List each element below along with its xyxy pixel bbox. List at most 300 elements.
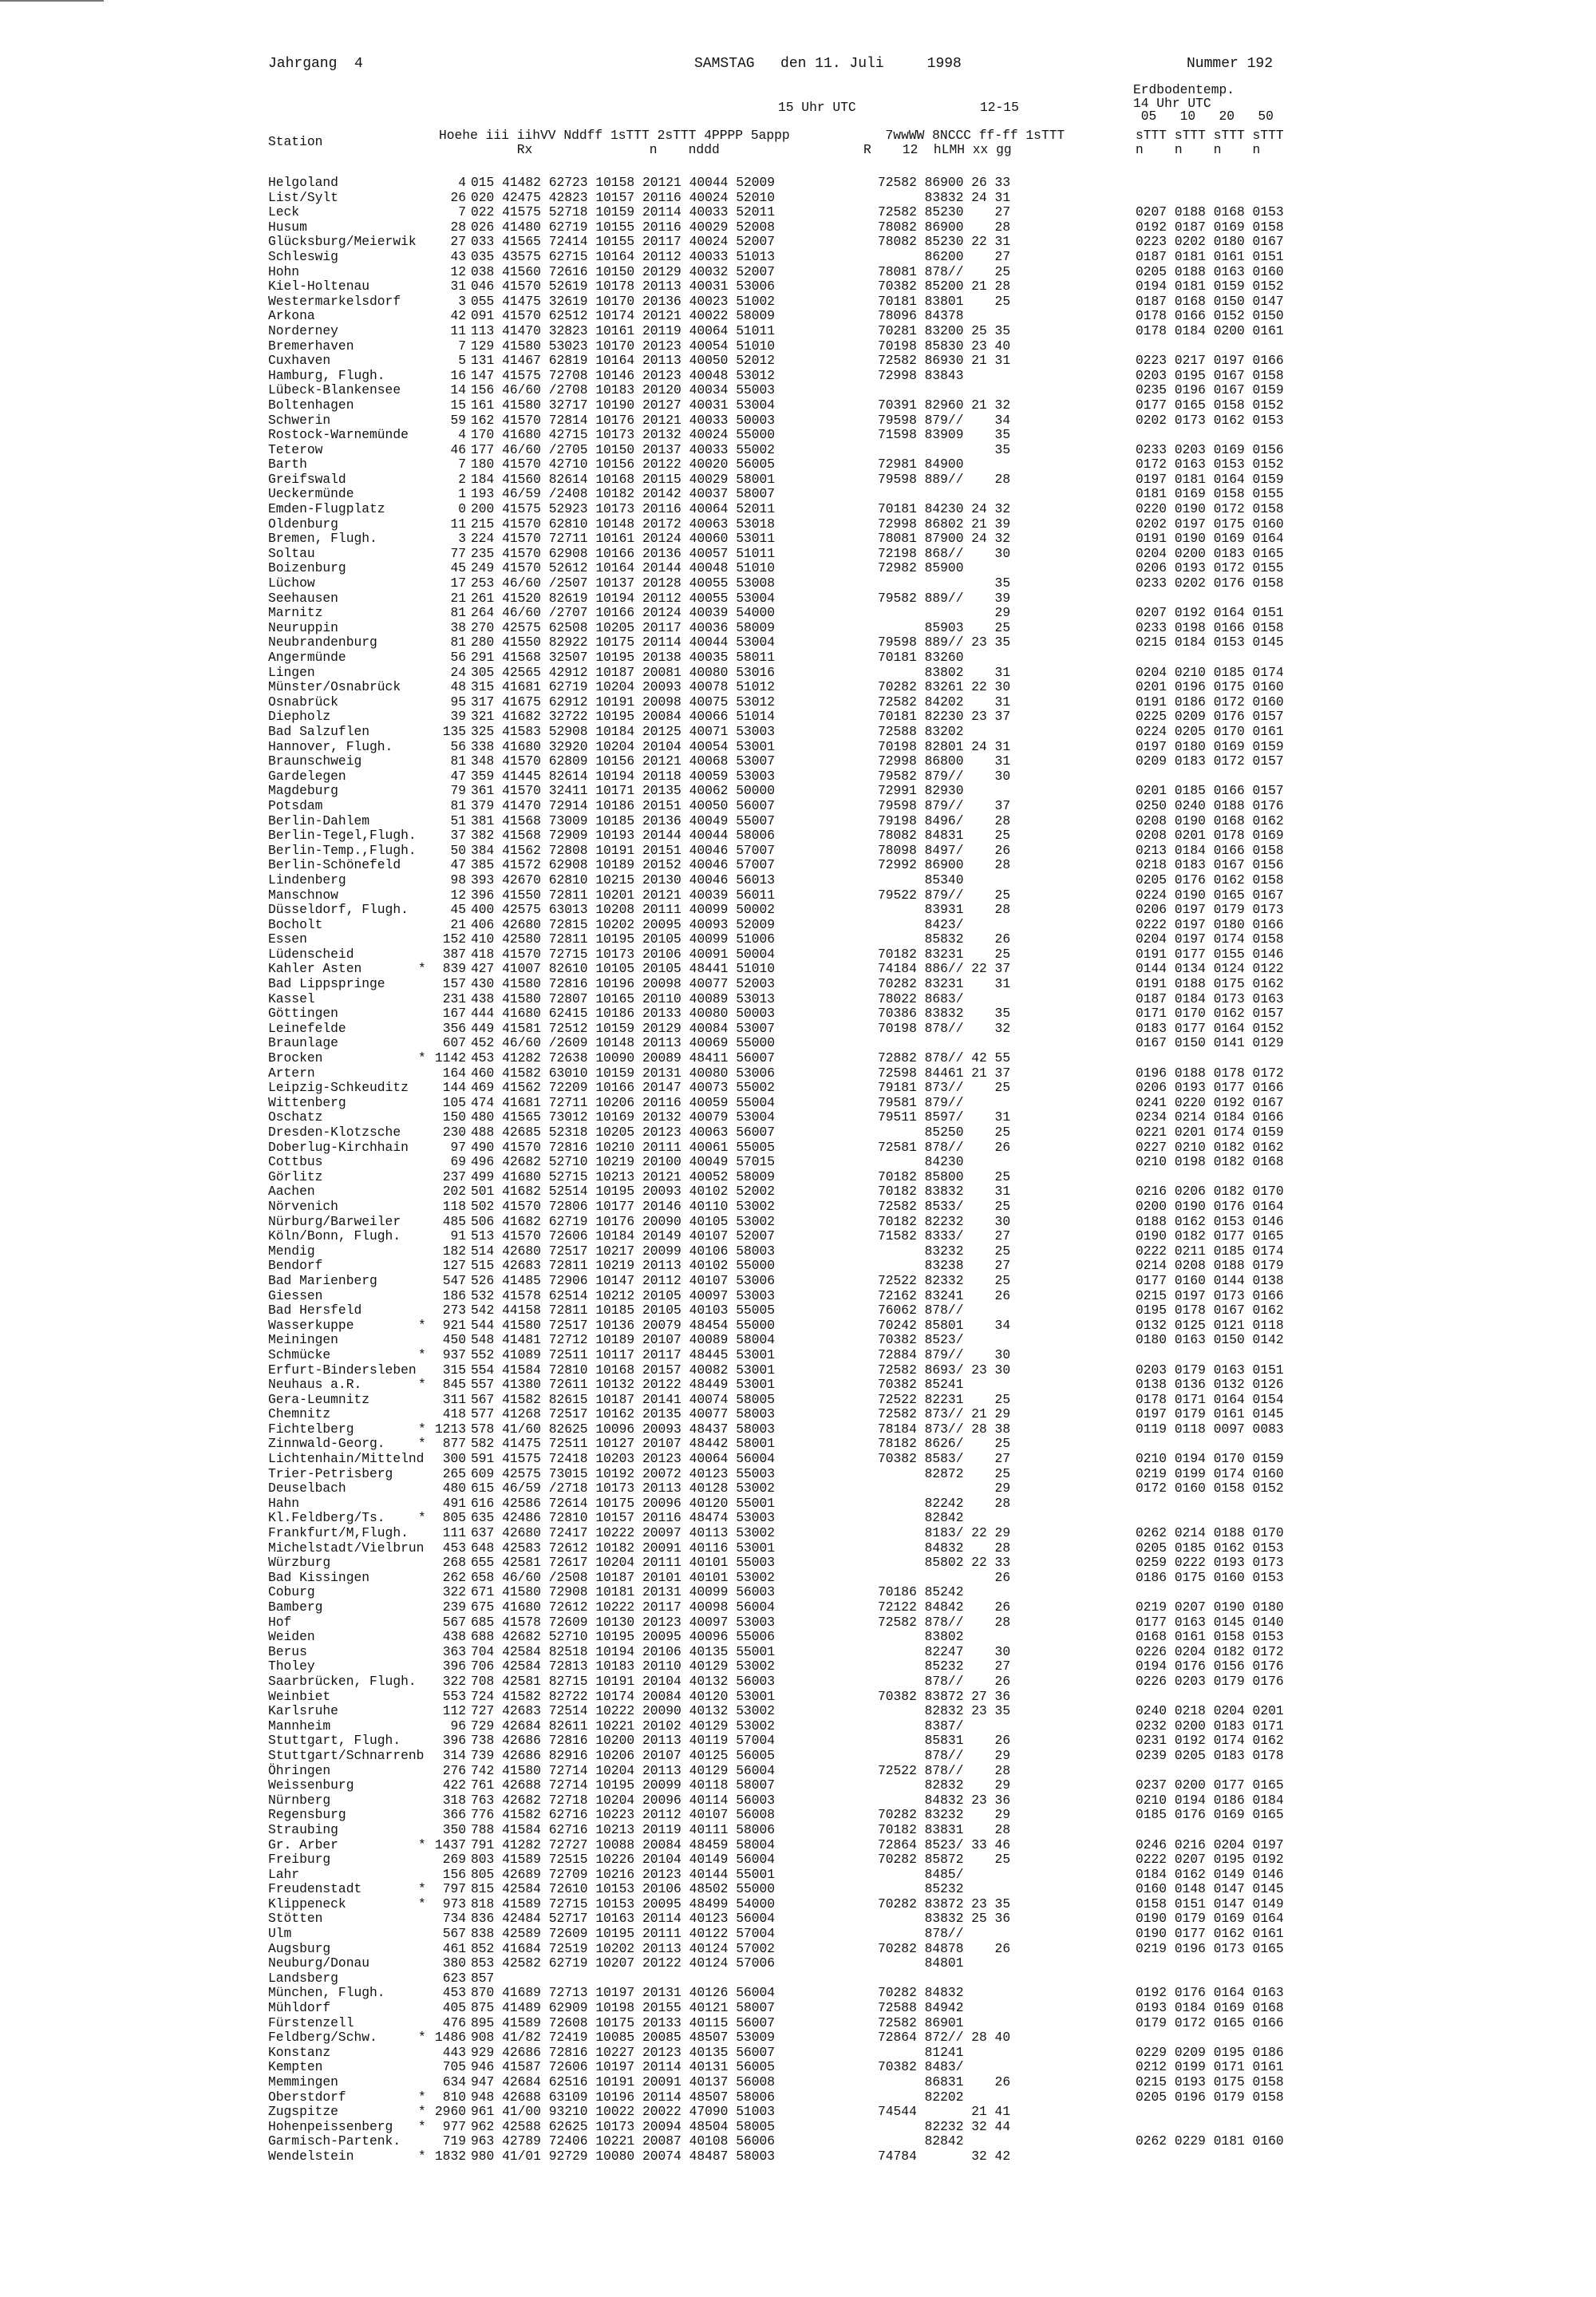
soil-temperatures: 0220 0190 0172 0158 <box>1136 501 1284 517</box>
station-height: 1832 <box>434 2148 466 2164</box>
station-name: Seehausen <box>268 590 338 606</box>
synop-secondary-group: 85232 <box>878 1881 964 1897</box>
synop-main-group: 348 41570 62809 10156 20121 40068 53007 <box>471 753 776 769</box>
soil-temperatures: 0180 0163 0150 0142 <box>1136 1332 1284 1348</box>
station-name: Münster/Osnabrück <box>268 679 401 695</box>
synop-main-group: 270 42575 62508 10205 20117 40036 58009 <box>471 619 776 635</box>
soil-temperatures: 0203 0179 0163 0151 <box>1136 1362 1284 1378</box>
soil-temperatures: 0225 0209 0176 0157 <box>1136 709 1284 725</box>
soil-temperatures: 0119 0118 0097 0083 <box>1136 1421 1284 1437</box>
synop-main-group: 438 41580 72807 10165 20110 40089 53013 <box>471 990 776 1006</box>
station-name: Angermünde <box>268 650 346 665</box>
synop-main-group: 544 41580 72517 10136 20079 48454 55000 <box>471 1317 776 1333</box>
synop-main-group: 895 41589 72608 10175 20133 40115 56007 <box>471 2014 776 2030</box>
station-height: 845 <box>442 1377 466 1393</box>
station-height: 42 <box>450 308 466 324</box>
station-height: 105 <box>442 1094 466 1110</box>
synop-secondary-group: 72522 878// 28 <box>878 1762 1011 1778</box>
station-height: 810 <box>442 2089 466 2105</box>
synop-secondary-group: 70282 83231 31 <box>878 976 1011 992</box>
synop-secondary-group: 82832 23 35 <box>878 1703 1011 1719</box>
soil-temperatures: 0206 0197 0179 0173 <box>1136 902 1284 918</box>
soil-temperatures: 0195 0178 0167 0162 <box>1136 1303 1284 1319</box>
soil-temperatures: 0168 0161 0158 0153 <box>1136 1629 1284 1645</box>
synop-secondary-group: 72598 84461 21 37 <box>878 1065 1011 1081</box>
soil-temperatures: 0240 0218 0204 0201 <box>1136 1703 1284 1719</box>
soil-temperatures: 0222 0211 0185 0174 <box>1136 1243 1284 1259</box>
soil-temperatures: 0203 0195 0167 0158 <box>1136 367 1284 383</box>
synop-main-group: 635 42486 72810 10157 20116 48474 53003 <box>471 1510 776 1526</box>
station-name: Wittenberg <box>268 1094 346 1110</box>
soil-temperatures: 0197 0180 0169 0159 <box>1136 738 1284 754</box>
mountain-marker: * <box>418 1836 426 1852</box>
synop-main-group: 609 42575 73015 10192 20072 40123 55003 <box>471 1465 776 1481</box>
synop-main-group: 738 42686 72816 10200 20113 40119 57004 <box>471 1733 776 1749</box>
synop-main-group: 474 41681 72711 10206 20116 40059 55004 <box>471 1094 776 1110</box>
synop-secondary-group: 70382 8523/ <box>878 1332 964 1348</box>
synop-main-group: 557 41380 72611 10132 20122 48449 53001 <box>471 1377 776 1393</box>
synop-secondary-group: 70282 83872 23 35 <box>878 1896 1011 1912</box>
station-name: Glücksburg/Meierwik <box>268 234 417 250</box>
station-height: 15 <box>450 397 466 413</box>
station-name: Manschnow <box>268 887 338 903</box>
station-name: Bad Lippspringe <box>268 976 385 992</box>
synop-secondary-group: 29 <box>878 605 1011 621</box>
synop-main-group: 515 42683 72811 10219 20113 40102 55000 <box>471 1258 776 1274</box>
station-height: 567 <box>442 1614 466 1630</box>
station-name: Husum <box>268 219 307 235</box>
synop-main-group: 708 42581 82715 10191 20104 40132 56003 <box>471 1673 776 1689</box>
station-height: 31 <box>450 279 466 295</box>
mountain-marker: * <box>418 1050 426 1066</box>
station-name: Oldenburg <box>268 516 338 532</box>
station-height: 977 <box>442 2118 466 2134</box>
synop-secondary-group: 70282 84878 26 <box>878 1940 1011 1956</box>
synop-secondary-group: 79598 889// 28 <box>878 471 1011 487</box>
station-name: Görlitz <box>268 1168 323 1184</box>
station-height: 356 <box>442 1020 466 1036</box>
station-name: Fürstenzell <box>268 2014 354 2030</box>
mountain-marker: * <box>418 1346 426 1362</box>
synop-main-group: 499 41680 52715 10213 20121 40052 58009 <box>471 1168 776 1184</box>
synop-secondary-group: 83238 27 <box>878 1258 1011 1274</box>
station-height: 47 <box>450 768 466 784</box>
synop-secondary-group: 72582 86930 21 31 <box>878 353 1011 369</box>
soil-temperatures: 0241 0220 0192 0167 <box>1136 1094 1284 1110</box>
station-height: 805 <box>442 1510 466 1526</box>
station-height: 921 <box>442 1317 466 1333</box>
station-height: 7 <box>458 457 466 472</box>
soil-temperatures: 0235 0196 0167 0159 <box>1136 382 1284 398</box>
synop-main-group: 805 42689 72709 10216 20123 40144 55001 <box>471 1866 776 1882</box>
station-name: Barth <box>268 457 307 472</box>
synop-secondary-group: 78081 878// 25 <box>878 263 1011 279</box>
station-height: 461 <box>442 1940 466 1956</box>
station-height: 164 <box>442 1065 466 1081</box>
station-name: Freudenstadt <box>268 1881 362 1897</box>
mountain-marker: * <box>418 1881 426 1897</box>
station-name: Berlin-Tegel,Flugh. <box>268 828 417 844</box>
station-height: 797 <box>442 1881 466 1897</box>
synop-secondary-group: 72982 85900 <box>878 560 964 576</box>
soil-temperatures: 0160 0148 0147 0145 <box>1136 1881 1284 1897</box>
synop-secondary-group: 70182 85800 25 <box>878 1168 1011 1184</box>
synop-secondary-group: 79198 8496/ 28 <box>878 812 1011 828</box>
station-name: Hamburg, Flugh. <box>268 367 385 383</box>
station-name: Memmingen <box>268 2074 338 2089</box>
station-name: Würzburg <box>268 1555 331 1571</box>
soil-temperatures: 0187 0168 0150 0147 <box>1136 293 1284 309</box>
station-name: Lingen <box>268 664 315 680</box>
station-name: Doberlug-Kirchhain <box>268 1139 409 1155</box>
station-height: 182 <box>442 1243 466 1259</box>
station-height: 396 <box>442 1659 466 1674</box>
station-name: Berlin-Schönefeld <box>268 857 401 873</box>
synop-main-group: 761 42688 72714 10195 20099 40118 58007 <box>471 1777 776 1793</box>
soil-temperatures: 0186 0175 0160 0153 <box>1136 1569 1284 1585</box>
station-height: 276 <box>442 1762 466 1778</box>
synop-secondary-group: 72864 872// 28 40 <box>878 2030 1011 2046</box>
station-name: Neuhaus a.R. <box>268 1377 362 1393</box>
station-height: 380 <box>442 1955 466 1971</box>
synop-main-group: 838 42589 72609 10195 20111 40122 57004 <box>471 1926 776 1942</box>
station-name: Bad Salzuflen <box>268 723 370 739</box>
station-name: Leck <box>268 204 300 220</box>
synop-secondary-group: 70182 82232 30 <box>878 1213 1011 1229</box>
soil-temperatures: 0190 0182 0177 0165 <box>1136 1228 1284 1244</box>
mountain-marker: * <box>418 961 426 977</box>
soil-temperatures: 0205 0188 0163 0160 <box>1136 263 1284 279</box>
synop-main-group: 317 41675 62912 10191 20098 40075 53012 <box>471 694 776 710</box>
soil-temperatures: 0201 0185 0166 0157 <box>1136 783 1284 799</box>
station-name: Marnitz <box>268 605 323 621</box>
station-height: 56 <box>450 650 466 665</box>
synop-main-group: 946 41587 72606 10197 20114 40131 56005 <box>471 2059 776 2075</box>
synop-secondary-group: 70198 82801 24 31 <box>878 738 1011 754</box>
synop-main-group: 582 41475 72511 10127 20107 48442 58001 <box>471 1436 776 1452</box>
soil-temperatures: 0233 0198 0166 0158 <box>1136 619 1284 635</box>
synop-secondary-group: 71582 8333/ 27 <box>878 1228 1011 1244</box>
synop-main-group: 261 41520 82619 10194 20112 40055 53004 <box>471 590 776 606</box>
soil-temperatures: 0206 0193 0172 0155 <box>1136 560 1284 576</box>
synop-secondary-group: 79582 879// 30 <box>878 768 1011 784</box>
soil-temperatures: 0219 0196 0173 0165 <box>1136 1940 1284 1956</box>
station-height: 38 <box>450 619 466 635</box>
station-height: 480 <box>442 1481 466 1496</box>
synop-secondary-group: 72864 8523/ 33 46 <box>878 1836 1011 1852</box>
synop-main-group: 427 41007 82610 10105 20105 48441 51010 <box>471 961 776 977</box>
station-name: Bamberg <box>268 1599 323 1615</box>
station-height: 4 <box>458 427 466 443</box>
synop-main-group: 381 41568 73009 10185 20136 40049 55007 <box>471 812 776 828</box>
soil-temperatures: 0227 0210 0182 0162 <box>1136 1139 1284 1155</box>
station-name: Schwerin <box>268 412 331 428</box>
synop-secondary-group: 79581 879// <box>878 1094 964 1110</box>
synop-main-group: 393 42670 62810 10215 20130 40046 56013 <box>471 872 776 888</box>
station-height: 231 <box>442 990 466 1006</box>
station-name: Weiden <box>268 1629 315 1645</box>
synop-secondary-group: 76062 878// <box>878 1303 964 1319</box>
station-height: 366 <box>442 1807 466 1823</box>
synop-main-group: 162 41570 72814 10176 20121 40033 50003 <box>471 412 776 428</box>
synop-secondary-group: 8423/ <box>878 916 964 932</box>
synop-main-group: 385 41572 62908 10189 20152 40046 57007 <box>471 857 776 873</box>
synop-secondary-group: 82242 28 <box>878 1495 1011 1511</box>
station-height: 11 <box>450 322 466 338</box>
soil-temperatures: 0222 0197 0180 0166 <box>1136 916 1284 932</box>
station-name: Bendorf <box>268 1258 323 1274</box>
station-height: 1437 <box>434 1836 466 1852</box>
soil-temperatures: 0208 0190 0168 0162 <box>1136 812 1284 828</box>
soil-temperatures: 0171 0170 0162 0157 <box>1136 1006 1284 1022</box>
station-height: 118 <box>442 1198 466 1214</box>
station-height: 202 <box>442 1184 466 1200</box>
soil-temperatures: 0226 0203 0179 0176 <box>1136 1673 1284 1689</box>
synop-main-group: 406 42680 72815 10202 20095 40093 52009 <box>471 916 776 932</box>
synop-main-group: 235 41570 62908 10166 20136 40057 51011 <box>471 545 776 561</box>
soil-temperatures: 0178 0166 0152 0150 <box>1136 308 1284 324</box>
synop-main-group: 046 41570 52619 10178 20113 40031 53006 <box>471 279 776 295</box>
synop-main-group: 947 42684 62516 10191 20091 40137 56008 <box>471 2074 776 2089</box>
station-name: Boizenburg <box>268 560 346 576</box>
station-name: Norderney <box>268 322 338 338</box>
station-name: Düsseldorf, Flugh. <box>268 902 409 918</box>
synop-main-group: 548 41481 72712 10189 20107 40089 58004 <box>471 1332 776 1348</box>
station-name: Boltenhagen <box>268 397 354 413</box>
synop-main-group: 382 41568 72909 10193 20144 40044 58006 <box>471 828 776 844</box>
station-name: Trier-Petrisberg <box>268 1465 393 1481</box>
soil-temperatures: 0224 0205 0170 0161 <box>1136 723 1284 739</box>
station-name: Hof <box>268 1614 292 1630</box>
station-height: 111 <box>442 1525 466 1541</box>
station-name: Cottbus <box>268 1154 323 1170</box>
station-height: 81 <box>450 635 466 650</box>
station-name: Kiel-Holtenau <box>268 279 370 295</box>
station-name: Magdeburg <box>268 783 338 799</box>
synop-secondary-group: 82832 29 <box>878 1777 1011 1793</box>
synop-secondary-group: 85340 <box>878 872 964 888</box>
station-height: 81 <box>450 753 466 769</box>
station-name: Garmisch-Partenk. <box>268 2133 401 2149</box>
station-height: 79 <box>450 783 466 799</box>
synop-secondary-group: 70391 82960 21 32 <box>878 397 1011 413</box>
station-height: 634 <box>442 2074 466 2089</box>
synop-secondary-group: 81241 <box>878 2044 964 2060</box>
synop-secondary-group: 70181 84230 24 32 <box>878 501 1011 517</box>
synop-secondary-group: 70182 83832 31 <box>878 1184 1011 1200</box>
synop-main-group: 453 41282 72638 10090 20089 48411 56007 <box>471 1050 776 1066</box>
soil-temperatures: 0183 0177 0164 0152 <box>1136 1020 1284 1036</box>
soil-temperatures: 0191 0190 0169 0164 <box>1136 531 1284 547</box>
synop-main-group: 853 42582 62719 10207 20122 40124 57006 <box>471 1955 776 1971</box>
soil-temperatures: 0216 0206 0182 0170 <box>1136 1184 1284 1200</box>
soil-temperatures: 0250 0240 0188 0176 <box>1136 797 1284 813</box>
station-height: 26 <box>450 189 466 205</box>
synop-main-group: 184 41560 82614 10168 20115 40029 58001 <box>471 471 776 487</box>
synop-secondary-group: 72522 82231 25 <box>878 1391 1011 1407</box>
synop-main-group: 055 41475 32619 10170 20136 40023 51002 <box>471 293 776 309</box>
station-name: Essen <box>268 931 307 947</box>
station-height: 144 <box>442 1080 466 1096</box>
soil-temperatures: 0246 0216 0204 0197 <box>1136 1836 1284 1852</box>
soil-temperatures: 0205 0196 0179 0158 <box>1136 2089 1284 2105</box>
station-height: 98 <box>450 872 466 888</box>
synop-secondary-group: 878// <box>878 1926 964 1942</box>
synop-main-group: 727 42683 72514 10222 20090 40132 53002 <box>471 1703 776 1719</box>
synop-secondary-group: 78184 873// 28 38 <box>878 1421 1011 1437</box>
synop-main-group: 616 42586 72614 10175 20096 40120 55001 <box>471 1495 776 1511</box>
synop-main-group: 460 41582 63010 10159 20131 40080 53006 <box>471 1065 776 1081</box>
synop-main-group: 321 41682 32722 10195 20084 40066 51014 <box>471 709 776 725</box>
synop-main-group: 742 41580 72714 10204 20113 40129 56004 <box>471 1762 776 1778</box>
station-name: Zugspitze <box>268 2104 338 2120</box>
station-name: Helgoland <box>268 175 338 190</box>
soil-temperatures: 0190 0177 0162 0161 <box>1136 1926 1284 1942</box>
soil-temperatures: 0192 0176 0164 0163 <box>1136 1985 1284 2001</box>
synop-main-group: 113 41470 32823 10161 20119 40064 51011 <box>471 322 776 338</box>
secondary-group-subheader: R 12 hLMH xx gg <box>863 142 1012 157</box>
synop-main-group: 129 41580 53023 10170 20123 40054 51010 <box>471 338 776 354</box>
synop-secondary-group: 8183/ 22 29 <box>878 1525 1011 1541</box>
synop-secondary-group: 78182 8626/ 25 <box>878 1436 1011 1452</box>
station-height: 273 <box>442 1303 466 1319</box>
synop-main-group: 410 42580 72811 10195 20105 40099 51006 <box>471 931 776 947</box>
synop-main-group: 706 42584 72813 10183 20110 40129 53002 <box>471 1659 776 1674</box>
station-name: Greifswald <box>268 471 346 487</box>
station-height: 1213 <box>434 1421 466 1437</box>
station-name: Tholey <box>268 1659 315 1674</box>
mountain-marker: * <box>418 1436 426 1452</box>
station-name: Nürburg/Barweiler <box>268 1213 401 1229</box>
synop-secondary-group: 83832 25 36 <box>878 1911 1011 1927</box>
station-header: Station <box>268 134 323 149</box>
soil-temperatures: 0204 0210 0185 0174 <box>1136 664 1284 680</box>
station-name: Oschatz <box>268 1109 323 1125</box>
synop-main-group: 554 41584 72810 10168 20157 40082 53001 <box>471 1362 776 1378</box>
synop-main-group: 170 41680 42715 10173 20132 40024 55000 <box>471 427 776 443</box>
synop-main-group: 815 42584 72610 10153 20106 48502 55000 <box>471 1881 776 1897</box>
synop-secondary-group: 72998 86802 21 39 <box>878 516 1011 532</box>
synop-secondary-group: 85232 27 <box>878 1659 1011 1674</box>
main-group-header: Hoehe iii iihVV Nddff 1sTTT 2sTTT 4PPPP 5appp <box>439 128 790 143</box>
synop-main-group: 325 41583 52908 10184 20125 40071 53003 <box>471 723 776 739</box>
synop-main-group: 513 41570 72606 10184 20149 40107 52007 <box>471 1228 776 1244</box>
station-name: Mühldorf <box>268 2000 331 2016</box>
synop-main-group: 015 41482 62723 10158 20121 40044 52009 <box>471 175 776 190</box>
station-name: Landsberg <box>268 1970 338 1986</box>
synop-secondary-group: 71598 83909 35 <box>878 427 1011 443</box>
synop-secondary-group: 82247 30 <box>878 1643 1011 1659</box>
station-height: 311 <box>442 1391 466 1407</box>
station-name: Gera-Leumnitz <box>268 1391 370 1407</box>
station-name: Kassel <box>268 990 315 1006</box>
soil-temperatures: 0207 0188 0168 0153 <box>1136 204 1284 220</box>
station-height: 450 <box>442 1332 466 1348</box>
station-name: Osnabrück <box>268 694 338 710</box>
station-name: Öhringen <box>268 1762 331 1778</box>
station-height: 315 <box>442 1362 466 1378</box>
soil-temperatures: 0196 0188 0178 0172 <box>1136 1065 1284 1081</box>
station-height: 2960 <box>434 2104 466 2120</box>
station-height: 43 <box>450 248 466 264</box>
station-name: Aachen <box>268 1184 315 1200</box>
station-height: 45 <box>450 560 466 576</box>
synop-main-group: 180 41570 42710 10156 20122 40020 56005 <box>471 457 776 472</box>
station-height: 314 <box>442 1747 466 1763</box>
station-name: Hahn <box>268 1495 300 1511</box>
synop-secondary-group: 85903 25 <box>878 619 1011 635</box>
station-height: 719 <box>442 2133 466 2149</box>
synop-secondary-group: 70182 83831 28 <box>878 1821 1011 1837</box>
synop-secondary-group: 70181 83260 <box>878 650 964 665</box>
mountain-marker: * <box>418 2089 426 2105</box>
station-name: Fichtelberg <box>268 1421 354 1437</box>
synop-secondary-group: 70181 82230 23 37 <box>878 709 1011 725</box>
station-height: 734 <box>442 1911 466 1927</box>
station-name: Zinnwald-Georg. <box>268 1436 385 1452</box>
station-height: 269 <box>442 1852 466 1868</box>
soil-temperatures: 0185 0176 0169 0165 <box>1136 1807 1284 1823</box>
synop-secondary-group: 78096 84378 <box>878 308 964 324</box>
station-name: Stuttgart, Flugh. <box>268 1733 401 1749</box>
utc15-label: 15 Uhr UTC <box>778 100 856 115</box>
synop-main-group: 022 41575 52718 10159 20114 40033 52011 <box>471 204 776 220</box>
station-height: 21 <box>450 916 466 932</box>
station-name: Artern <box>268 1065 315 1081</box>
synop-secondary-group: 70242 85801 34 <box>878 1317 1011 1333</box>
soil-temperatures: 0262 0214 0188 0170 <box>1136 1525 1284 1541</box>
synop-secondary-group: 72122 84842 26 <box>878 1599 1011 1615</box>
soil-temp-title: Erdbodentemp. 14 Uhr UTC 05 10 20 50 <box>1133 82 1274 124</box>
synop-secondary-group: 70198 85830 23 40 <box>878 338 1011 354</box>
synop-secondary-group: 85831 26 <box>878 1733 1011 1749</box>
station-height: 0 <box>458 501 466 517</box>
station-name: Berlin-Dahlem <box>268 812 370 828</box>
synop-main-group: 532 41578 62514 10212 20105 40097 53003 <box>471 1287 776 1303</box>
station-name: Lübeck-Blankensee <box>268 382 401 398</box>
synop-secondary-group: 72582 8693/ 23 30 <box>878 1362 1011 1378</box>
synop-secondary-group: 70282 83261 22 30 <box>878 679 1011 695</box>
synop-secondary-group: 70382 85200 21 28 <box>878 279 1011 295</box>
station-name: Ulm <box>268 1926 292 1942</box>
station-name: Westermarkelsdorf <box>268 293 401 309</box>
soil-temperatures: 0178 0171 0164 0154 <box>1136 1391 1284 1407</box>
synop-main-group: 506 41682 62719 10176 20090 40105 53002 <box>471 1213 776 1229</box>
soil-temperatures: 0259 0222 0193 0173 <box>1136 1555 1284 1571</box>
soil-temperatures: 0219 0207 0190 0180 <box>1136 1599 1284 1615</box>
soil-temperatures: 0239 0205 0183 0178 <box>1136 1747 1284 1763</box>
synop-main-group: 875 41489 62909 10198 20155 40121 58007 <box>471 2000 776 2016</box>
station-name: Deuselbach <box>268 1481 346 1496</box>
synop-secondary-group: 8387/ <box>878 1718 964 1734</box>
station-height: 7 <box>458 204 466 220</box>
synop-secondary-group: 72582 86901 <box>878 2014 964 2030</box>
soil-temperatures: 0223 0202 0180 0167 <box>1136 234 1284 250</box>
soil-temperatures: 0237 0200 0177 0165 <box>1136 1777 1284 1793</box>
station-height: 350 <box>442 1821 466 1837</box>
station-height: 607 <box>442 1035 466 1051</box>
synop-main-group: 729 42684 82611 10221 20102 40129 53002 <box>471 1718 776 1734</box>
station-height: 96 <box>450 1718 466 1734</box>
soil-temperatures: 0262 0229 0181 0160 <box>1136 2133 1284 2149</box>
synop-main-group: 791 41282 72727 10088 20084 48459 58004 <box>471 1836 776 1852</box>
soil-temperatures: 0202 0197 0175 0160 <box>1136 516 1284 532</box>
synop-secondary-group: 72582 86900 26 33 <box>878 175 1011 190</box>
station-name: Stötten <box>268 1911 323 1927</box>
synop-secondary-group: 83802 31 <box>878 664 1011 680</box>
synop-main-group: 803 41589 72515 10226 20104 40149 56004 <box>471 1852 776 1868</box>
synop-main-group: 038 41560 72616 10150 20129 40032 52007 <box>471 263 776 279</box>
